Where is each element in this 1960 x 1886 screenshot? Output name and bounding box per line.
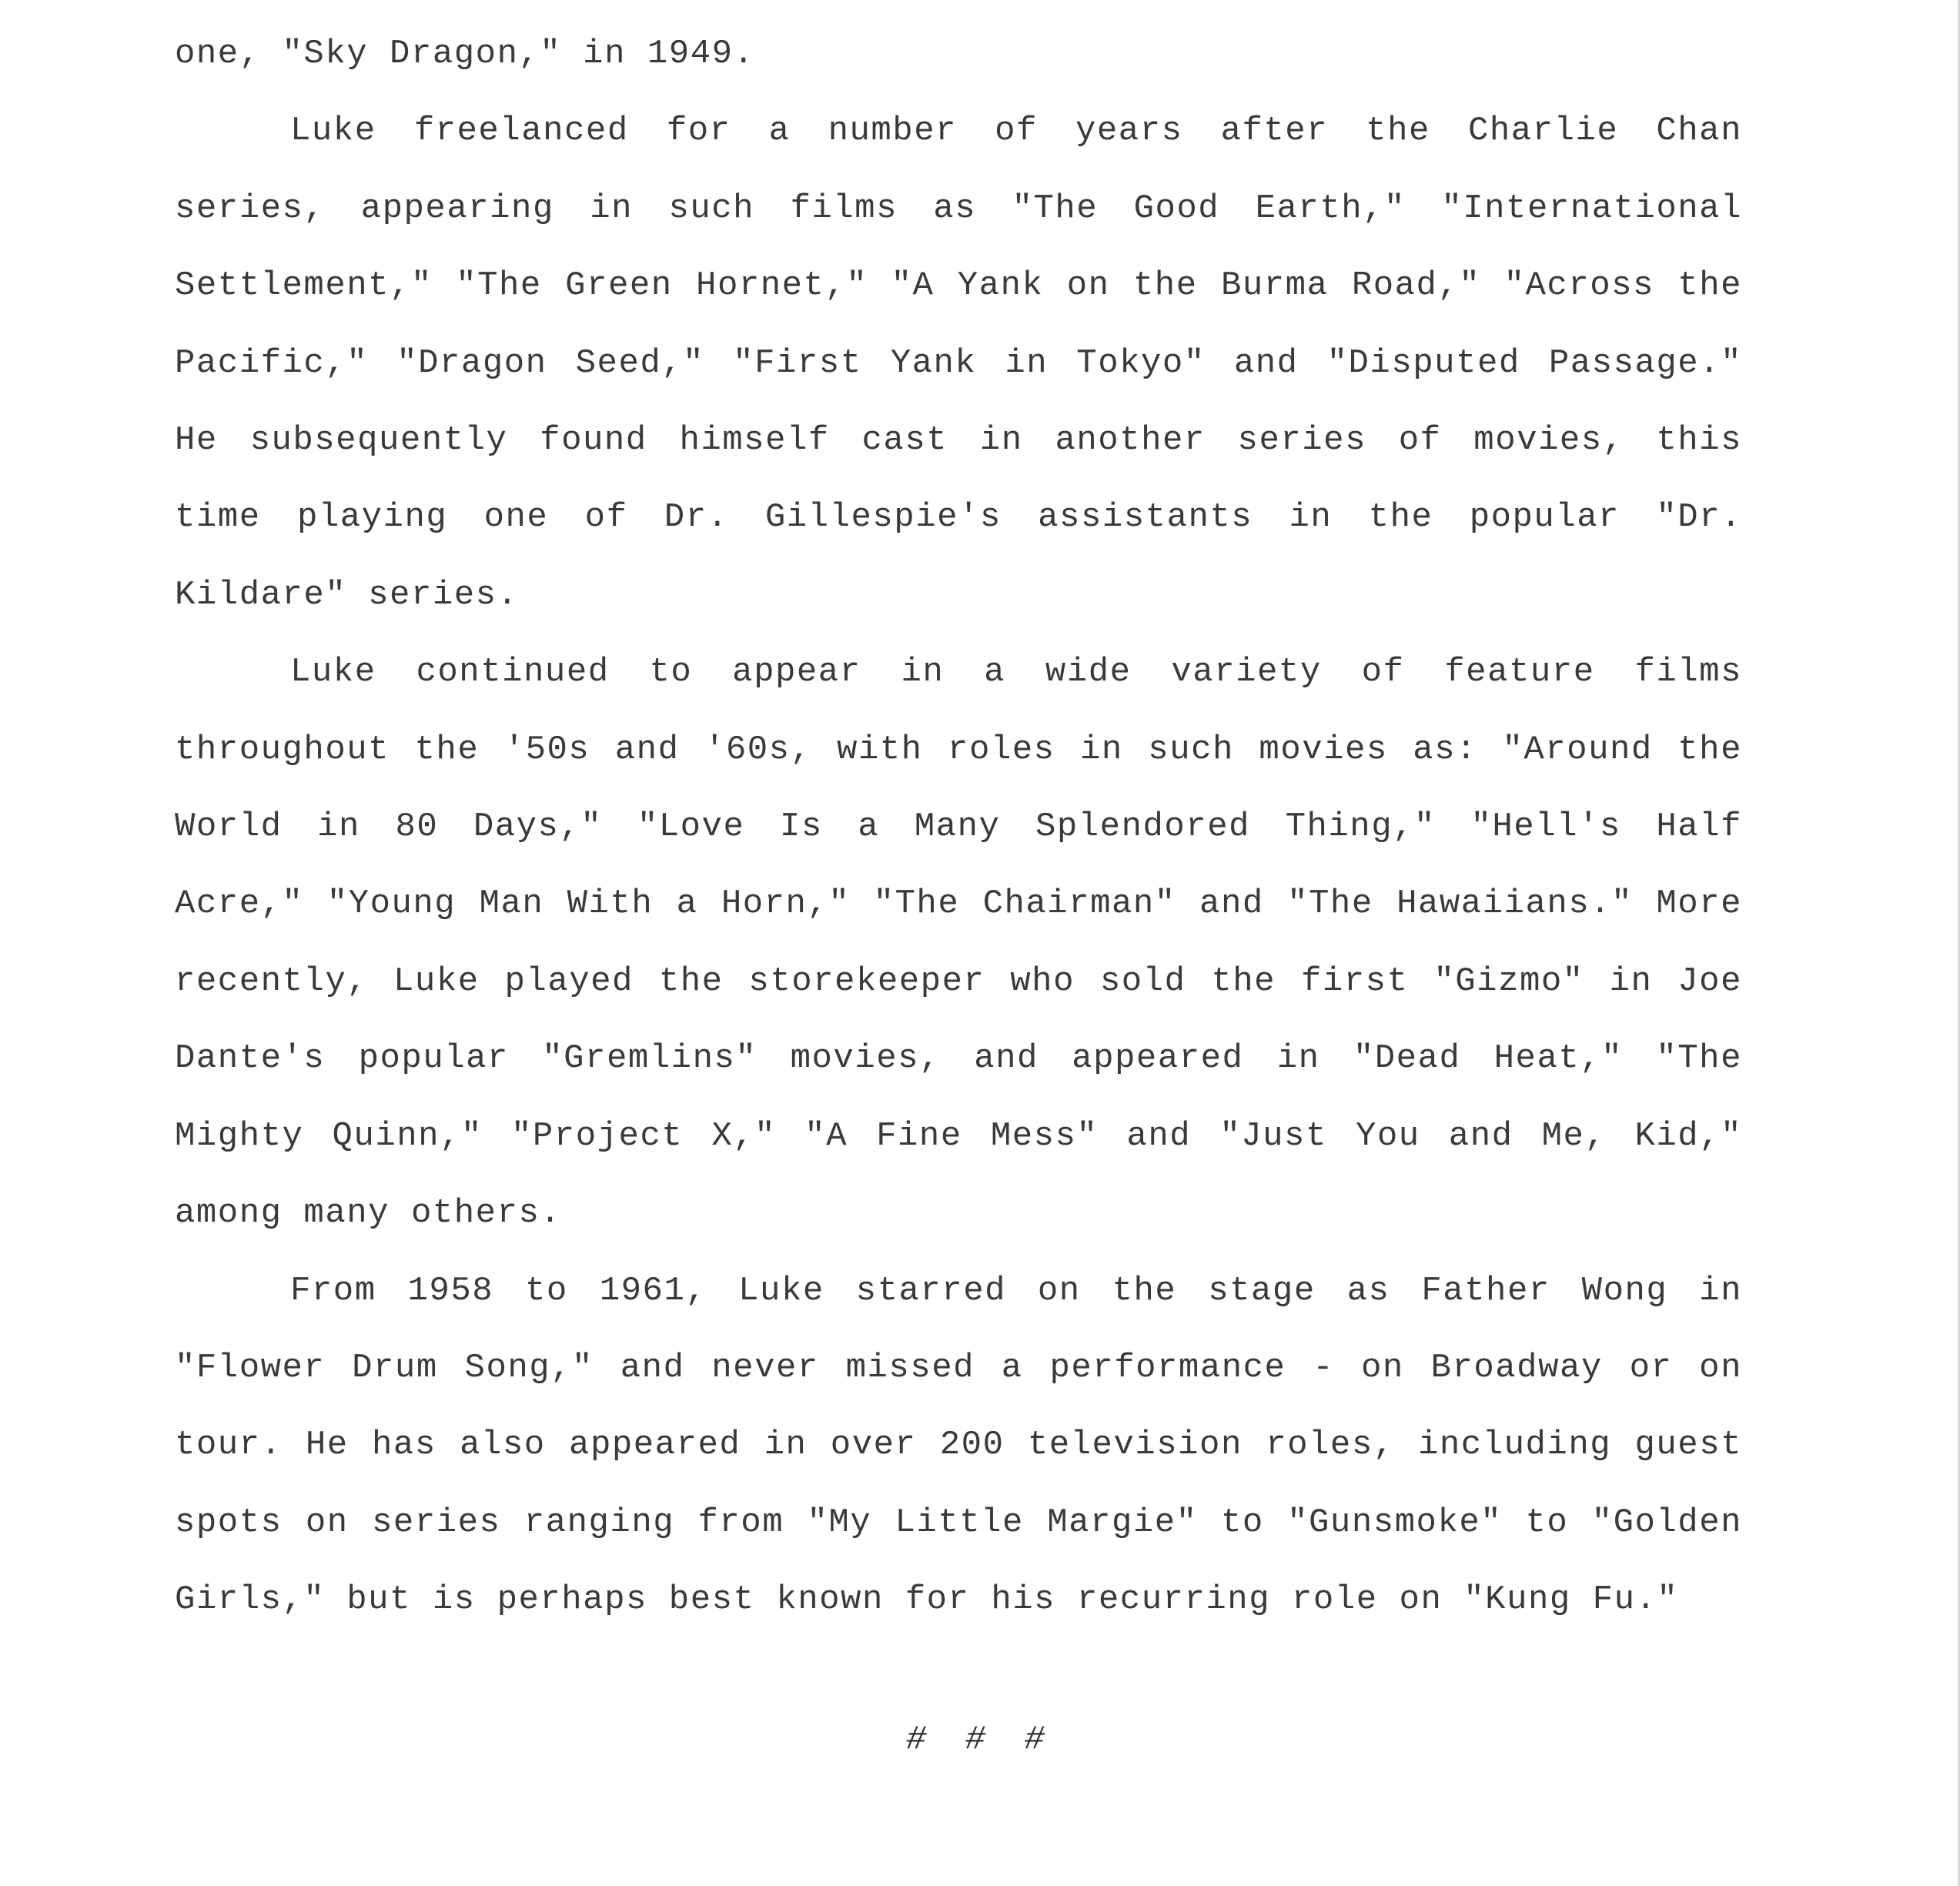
paragraph-stage-and-television: From 1958 to 1961, Luke starred on the stage as Father Wong in "Flower Drum Song," and never missed a performance - on Broadway or on tour. He has also appeared in over 200 television roles, including guest spots on series ranging from "My Little Margie" to "Gunsmoke" to "Golden Girls," but is perhaps best known for his recurring role on "Kung Fu." (175, 1271, 1742, 1620)
end-of-release-mark: # # # (905, 1720, 1055, 1759)
paragraph-freelance-career: Luke freelanced for a number of years after the Charlie Chan series, appearing in such films as "The Good Earth," "International Settlement," "The Green Hornet," "A Yank on the Burma Road," "Across the Pacific," "Dragon Seed," "First Yank in Tokyo" and "Disputed Passage." He subsequently found himself cast in another series of movies, this time playing one of Dr. Gillespie's assistants in the popular "Dr. Kildare" series. (175, 112, 1742, 614)
paragraph-continuation: one, "Sky Dragon," in 1949. (175, 35, 755, 73)
body-text (175, 15, 1742, 1639)
paragraph-feature-films: Luke continued to appear in a wide variety of feature films throughout the '50s and '60s, with roles in such movies as: "Around the World in 80 Days," "Love Is a Many Splendored Thing," "Hell's Half Acre," "Young Man With a Horn," "The Chairman" and "The Hawaiians." More recently, Luke played the storekeeper who sold the first "Gizmo" in Joe Dante's popular "Gremlins" movies, and appeared in "Dead Heat," "The Mighty Quinn," "Project X," "A Fine Mess" and "Just You and Me, Kid," among many others. (175, 653, 1742, 1233)
